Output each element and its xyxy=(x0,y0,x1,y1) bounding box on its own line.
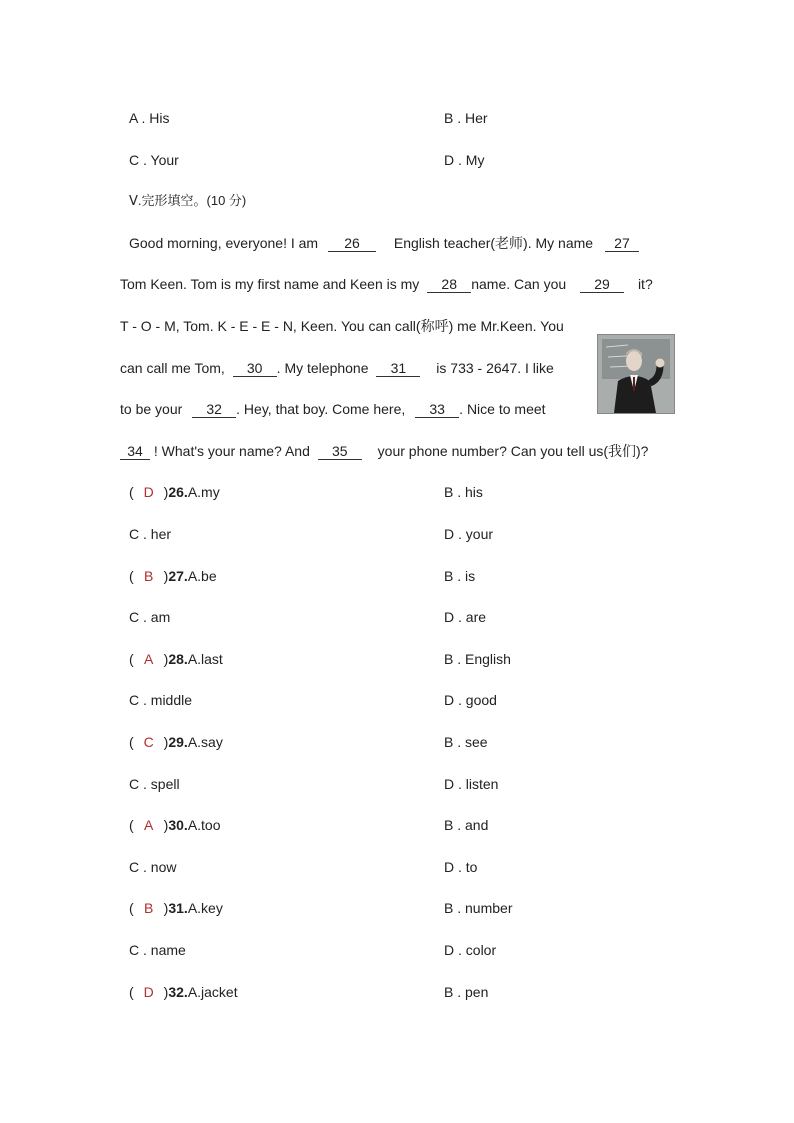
choice-b: B . his xyxy=(444,484,483,500)
blank-33: 33 xyxy=(415,402,459,418)
choice-a: A.key xyxy=(187,900,223,916)
question-number: 32. xyxy=(168,984,188,1000)
choice-b: B . see xyxy=(444,734,488,750)
choice-d: D . good xyxy=(444,692,497,708)
question-stem: ( A )28.A.last xyxy=(129,651,223,667)
choice-d: D . to xyxy=(444,859,478,875)
question-number: 28. xyxy=(168,651,188,667)
question-number: 30. xyxy=(168,817,188,833)
choice-b: B . number xyxy=(444,900,513,916)
passage-line-1 xyxy=(129,234,674,252)
answer-mark: C xyxy=(143,734,154,750)
passage-text: name. Can you xyxy=(471,276,567,292)
answer-mark: D xyxy=(143,484,154,500)
option-c: C . Your xyxy=(129,152,179,168)
choice-d: D . your xyxy=(444,526,494,542)
question-number: 27. xyxy=(168,568,188,584)
question-number: 26. xyxy=(168,484,188,500)
passage-text: . Nice to meet xyxy=(459,401,546,417)
answer-mark: B xyxy=(144,900,154,916)
answer-mark: A xyxy=(144,817,154,833)
passage-text: your phone number? Can you tell us(我们)? xyxy=(377,443,649,459)
answer-mark: A xyxy=(144,651,154,667)
choice-a: A.be xyxy=(187,568,217,584)
choice-a: A.last xyxy=(187,651,223,667)
option-d: D . My xyxy=(444,152,485,168)
passage-line-5 xyxy=(120,400,546,418)
passage-text: Good morning, everyone! I am xyxy=(129,235,319,251)
question-stem: ( B )27.A.be xyxy=(129,568,217,584)
passage-line-4 xyxy=(120,359,554,377)
passage-text: . Hey, that boy. Come here, xyxy=(236,401,406,417)
choice-c: C . spell xyxy=(129,776,180,792)
passage-text: it? xyxy=(637,276,653,292)
question-stem: ( C )29.A.say xyxy=(129,734,223,750)
section-title: Ⅴ.完形填空。(10 分) xyxy=(129,193,247,208)
choice-a: A.say xyxy=(187,734,223,750)
passage-text: ! What's your name? And xyxy=(153,443,310,459)
choice-d: D . listen xyxy=(444,776,499,792)
question-stem: ( B )31.A.key xyxy=(129,900,223,916)
choice-a: A.my xyxy=(187,484,220,500)
blank-31: 31 xyxy=(376,361,420,377)
choice-b: B . is xyxy=(444,568,476,584)
option-a: A . His xyxy=(129,110,170,126)
blank-35: 35 xyxy=(318,444,362,460)
blank-26: 26 xyxy=(328,236,376,252)
passage-text: is 733 - 2647. I like xyxy=(436,360,554,376)
choice-d: D . are xyxy=(444,609,487,625)
answer-mark: D xyxy=(143,984,154,1000)
question-stem: ( D )26.A.my xyxy=(129,484,220,500)
blank-32: 32 xyxy=(192,402,236,418)
choice-b: B . English xyxy=(444,651,511,667)
blank-29: 29 xyxy=(580,277,624,293)
passage-text: English teacher(老师). My name xyxy=(393,235,594,251)
blank-28: 28 xyxy=(427,277,471,293)
choice-c: C . her xyxy=(129,526,172,542)
choice-c: C . name xyxy=(129,942,186,958)
blank-30: 30 xyxy=(233,361,277,377)
passage-text: . My telephone xyxy=(276,360,369,376)
question-number: 31. xyxy=(168,900,188,916)
passage-line-6 xyxy=(120,442,648,460)
passage-line-3: T - O - M, Tom. K - E - E - N, Keen. You can call(称呼) me Mr.Keen. You xyxy=(120,318,564,334)
choice-b: B . pen xyxy=(444,984,489,1000)
passage-text: can call me Tom, xyxy=(120,360,225,376)
passage-line-2 xyxy=(120,275,653,293)
answer-mark: B xyxy=(144,568,154,584)
choice-b: B . and xyxy=(444,817,489,833)
question-stem: ( A )30.A.too xyxy=(129,817,221,833)
blank-27: 27 xyxy=(605,236,639,252)
option-b: B . Her xyxy=(444,110,488,126)
passage-text: Tom Keen. Tom is my first name and Keen is my xyxy=(120,276,420,292)
blank-34: 34 xyxy=(120,444,150,460)
question-stem: ( D )32.A.jacket xyxy=(129,984,238,1000)
passage-text: to be your xyxy=(120,401,183,417)
choice-a: A.too xyxy=(187,817,221,833)
teacher-figure-icon xyxy=(598,335,674,413)
choice-d: D . color xyxy=(444,942,497,958)
choice-a: A.jacket xyxy=(187,984,238,1000)
question-number: 29. xyxy=(168,734,188,750)
choice-c: C . am xyxy=(129,609,171,625)
teacher-photo xyxy=(597,334,675,414)
choice-c: C . middle xyxy=(129,692,193,708)
choice-c: C . now xyxy=(129,859,177,875)
